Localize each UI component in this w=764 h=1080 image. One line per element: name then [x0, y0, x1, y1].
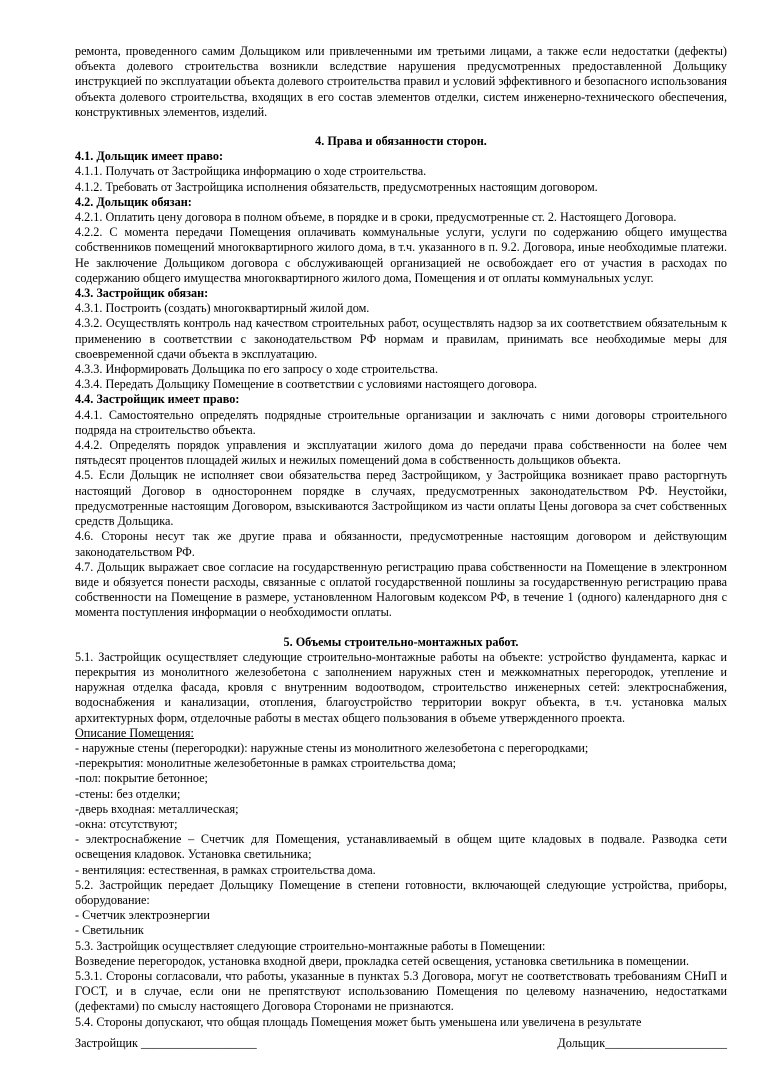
paragraph-4-2-1: 4.2.1. Оплатить цену договора в полном объеме, в порядке и в сроки, предусмотренные ст. 2. Настоящего Договора.: [75, 210, 677, 225]
paragraph-4-3-4: 4.3.4. Передать Дольщику Помещение в соответствии с условиями настоящего договора.: [75, 377, 538, 392]
paragraph-4-6: 4.6. Стороны несут так же другие права и обязанности, предусмотренные настоящим договором и действующим законодательством РФ.: [75, 529, 727, 559]
room-description-item: -пол: покрытие бетонное;: [75, 771, 208, 786]
section-4-title: 4. Права и обязанности сторон.: [315, 134, 487, 149]
paragraph-4-7: 4.7. Дольщик выражает свое согласие на государственную регистрацию права собственности на Помещение в электронном виде и обязуется понести расходы, связанные с оплатой государственной пошлины за государственную регистрацию права собственности на Помещение в размере, установленном Налоговым кодексом РФ, в течение 1 (одного) календарного дня с момента поступления информации о необходимости оплаты.: [75, 559, 727, 620]
room-description-title: Описание Помещения:: [75, 725, 194, 740]
equipment-item: - Светильник: [75, 923, 144, 938]
heading-4-3: 4.3. Застройщик обязан:: [75, 286, 209, 301]
heading-4-2: 4.2. Дольщик обязан:: [75, 194, 192, 209]
paragraph-5-3-1: 5.3.1. Стороны согласовали, что работы, указанные в пунктах 5.3 Договора, могут не соответствовать требованиям СНиП и ГОСТ, и в случае, если они не препятствуют использованию Помещения по целевому назначению, недостатками (дефектами) по смыслу настоящего Договора Сторонами не признаются.: [75, 968, 727, 1014]
room-description-item: - электроснабжение – Счетчик для Помещения, устанавливаемый в общем щите кладовых в подвале. Разводка сети освещения кладовок. Установка светильника;: [75, 832, 727, 862]
signature-footer: [75, 1036, 727, 1051]
shareholder-signature-line: Дольщик____________________: [557, 1036, 727, 1050]
paragraph-5-4: 5.4. Стороны допускают, что общая площадь Помещения может быть уменьшена или увеличена в результате: [75, 1014, 642, 1029]
room-description-item: -перекрытия: монолитные железобетонные в рамках строительства дома;: [75, 756, 457, 771]
room-description-item: -окна: отсутствуют;: [75, 816, 178, 831]
paragraph-5-3-works: Возведение перегородок, установка входной двери, прокладка сетей освещения, установка светильника в помещении.: [75, 953, 690, 968]
paragraph-4-4-2: 4.4.2. Определять порядок управления и эксплуатации жилого дома до передачи права собственности на более чем пятьдесят процентов площадей жилых и нежилых помещений дома в собственность дольщиков объекта.: [75, 438, 727, 468]
heading-4-4: 4.4. Застройщик имеет право:: [75, 392, 240, 407]
developer-signature-line: Застройщик ___________________: [75, 1036, 257, 1050]
paragraph-4-2-2: 4.2.2. С момента передачи Помещения оплачивать коммунальные услуги, услуги по содержанию общего имущества собственников помещений многоквартирного жилого дома, в т.ч. указанного в п. 9.2. Договора, иные необходимые платежи. Не заключение Дольщиком договора с обслуживающей организацией не освобождает его от участия в расходах по содержанию общего имущества многоквартирного жилого дома, Помещения и от оплаты коммунальных услуг.: [75, 225, 727, 285]
section-5-title: 5. Объемы строительно-монтажных работ.: [283, 634, 519, 649]
paragraph-4-1-1: 4.1.1. Получать от Застройщика информацию о ходе строительства.: [75, 164, 427, 179]
room-description-item: - вентиляция: естественная, в рамках строительства дома.: [75, 862, 376, 877]
heading-4-1: 4.1. Дольщик имеет право:: [75, 149, 224, 164]
paragraph-4-3-1: 4.3.1. Построить (создать) многоквартирный жилой дом.: [75, 301, 370, 316]
paragraph-5-1: 5.1. Застройщик осуществляет следующие строительно-монтажные работы на объекте: устройство фундамента, каркас и перекрытия из монолитного железобетона с заполнением наружных стен и межкомнатных перегородок, утепление и наружная отделка фасада, кровля с внутренним водоотводом, строительство инженерных сетей: электроснабжения, водоснабжения и канализации, отопления, благоустройство территории вокруг объекта, в т.ч. установка малых архитектурных форм, отделочные работы в местах общего пользования в объеме утвержденного проекта.: [75, 649, 727, 725]
paragraph-5-3: 5.3. Застройщик осуществляет следующие строительно-монтажные работы в Помещении:: [75, 938, 546, 953]
document-page: [75, 44, 727, 1030]
room-description-item: -дверь входная: металлическая;: [75, 801, 239, 816]
paragraph-4-5: 4.5. Если Дольщик не исполняет свои обязательства перед Застройщиком, у Застройщика возникает право расторгнуть настоящий Договор в одностороннем порядке в случаях, предусмотренных законодательством РФ. Неустойки, предусмотренные настоящим Договором, взыскиваются Застройщиком из части оплаты Цены договора за счет собственных средств Дольщика.: [75, 468, 727, 529]
paragraph-4-4-1: 4.4.1. Самостоятельно определять подрядные строительные организации и заключать с ними договоры строительного подряда на строительство объекта.: [75, 407, 727, 437]
equipment-item: - Счетчик электроэнергии: [75, 908, 210, 923]
intro-paragraph: ремонта, проведенного самим Дольщиком или привлеченными им третьими лицами, а также если недостатки (дефекты) объекта долевого строительства возникли вследствие нарушения предусмотренных предоставленной Дольщику инструкцией по эксплуатации объекта долевого строительства правил и условий эффективного и безопасного использования объекта долевого строительства, входящих в его состав элементов отделки, систем инженерно-технического обеспечения, конструктивных элементов, изделий.: [75, 44, 727, 119]
room-description-item: -стены: без отделки;: [75, 786, 181, 801]
paragraph-4-3-2: 4.3.2. Осуществлять контроль над качеством строительных работ, осуществлять надзор за их соответствием обязательным к применению в соответствии с законодательством РФ нормам и правилам, принимать все необходимые меры для своевременной сдачи объекта в эксплуатацию.: [75, 316, 727, 361]
room-description-item: - наружные стены (перегородки): наружные стены из монолитного железобетона с перегородками;: [75, 740, 589, 755]
paragraph-4-1-2: 4.1.2. Требовать от Застройщика исполнения обязательств, предусмотренных настоящим договором.: [75, 179, 598, 194]
paragraph-4-3-3: 4.3.3. Информировать Дольщика по его запросу о ходе строительства.: [75, 362, 439, 377]
paragraph-5-2: 5.2. Застройщик передает Дольщику Помещение в степени готовности, включающей следующие устройства, приборы, оборудование:: [75, 877, 727, 907]
